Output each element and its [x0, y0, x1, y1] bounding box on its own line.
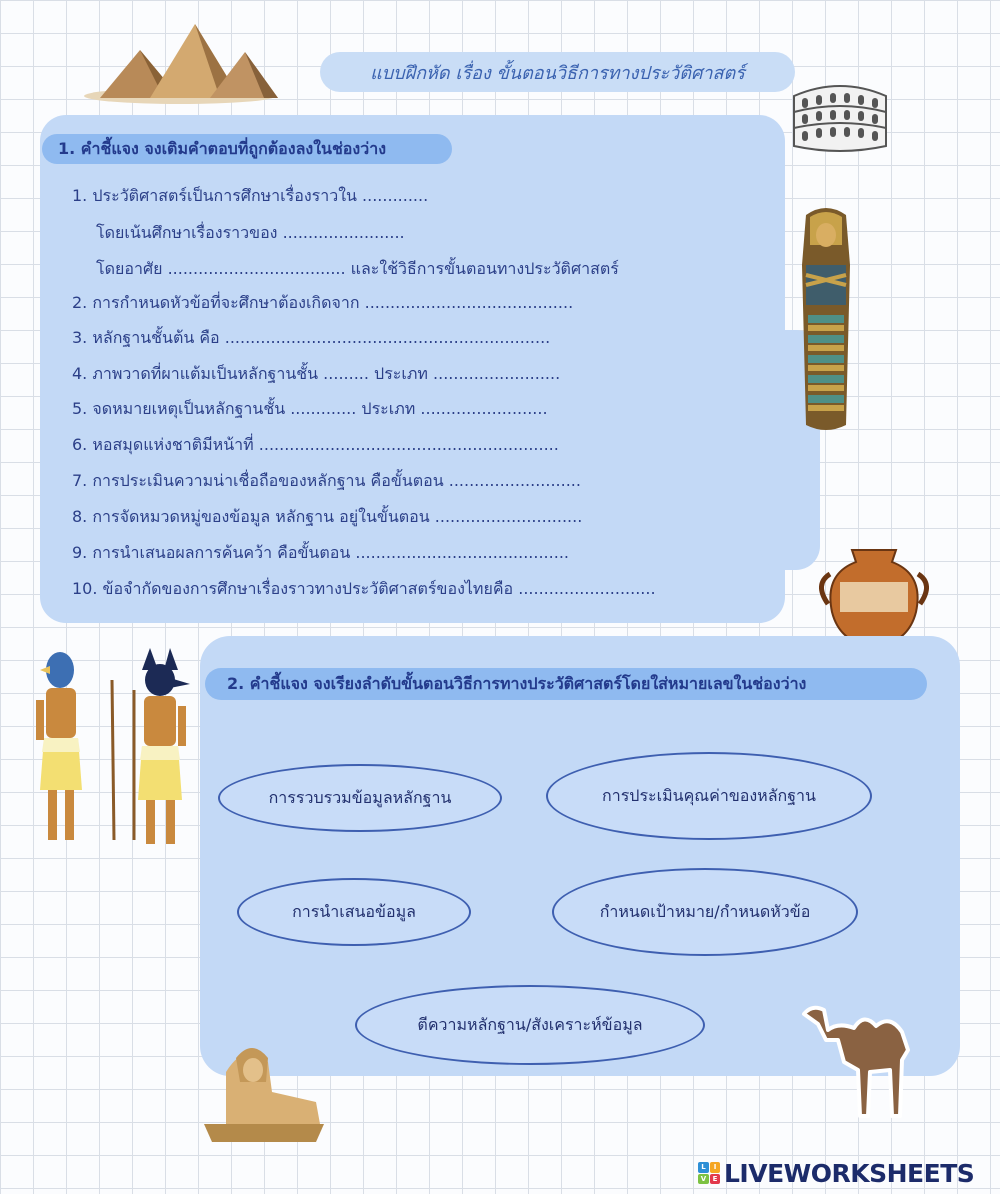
liveworksheets-brand: [698, 1157, 994, 1189]
sphinx-icon: [196, 1032, 332, 1144]
question-2: 2. การกำหนดหัวข้อที่จะศึกษาต้องเกิดจาก .........................................: [72, 293, 574, 312]
pharaoh-sarcophagus-icon: [796, 205, 856, 435]
question-1-line-3: โดยอาศัย ................................... และใช้วิธีการขั้นตอนทางประวัติศาสตร์: [96, 259, 619, 278]
camel-icon: [798, 1000, 944, 1120]
question-7: 7. การประเมินความน่าเชื่อถือของหลักฐาน คือขั้นตอน ..........................: [72, 471, 581, 490]
step-option-collect-evidence[interactable]: การรวบรวมข้อมูลหลักฐาน: [218, 764, 502, 832]
section1-heading: 1. คำชี้แจง จงเติมคำตอบที่ถูกต้องลงในช่องว่าง: [42, 134, 452, 164]
question-9: 9. การนำเสนอผลการค้นคว้า คือขั้นตอน ..........................................: [72, 543, 569, 562]
egyptian-gods-icon: [30, 640, 210, 850]
question-4: 4. ภาพวาดที่ผาแต้มเป็นหลักฐานชั้น ......... ประเภท .........................: [72, 364, 561, 383]
step-option-present-data[interactable]: การนำเสนอข้อมูล: [237, 878, 471, 946]
question-1-line-2: โดยเน้นศึกษาเรื่องราวของ ........................: [96, 223, 405, 242]
question-8: 8. การจัดหมวดหมู่ของข้อมูล หลักฐาน อยู่ในขั้นตอน .............................: [72, 507, 583, 526]
pyramids-icon: [80, 16, 280, 106]
step-option-define-topic[interactable]: กำหนดเป้าหมาย/กำหนดหัวข้อ: [552, 868, 858, 956]
question-5: 5. จดหมายเหตุเป็นหลักฐานชั้น ............. ประเภท .........................: [72, 399, 548, 418]
question-6: 6. หอสมุดแห่งชาติมีหน้าที่ ...........................................................: [72, 435, 559, 454]
section2-heading: 2. คำชี้แจง จงเรียงลำดับขั้นตอนวิธีการทางประวัติศาสตร์โดยใส่หมายเลขในช่องว่าง: [205, 668, 927, 700]
page-title: แบบฝึกหัด เรื่อง ขั้นตอนวิธีการทางประวัติศาสตร์: [320, 52, 795, 92]
liveworksheets-logo-icon: L I V E: [698, 1162, 720, 1184]
step-option-interpret-synthesize[interactable]: ตีความหลักฐาน/สังเคราะห์ข้อมูล: [355, 985, 705, 1065]
question-10: 10. ข้อจำกัดของการศึกษาเรื่องราวทางประวัติศาสตร์ของไทยคือ ...........................: [72, 579, 656, 598]
colosseum-icon: [790, 76, 890, 156]
question-3: 3. หลักฐานชั้นต้น คือ ................................................................: [72, 328, 551, 347]
step-option-evaluate-evidence[interactable]: การประเมินคุณค่าของหลักฐาน: [546, 752, 872, 840]
question-1: 1. ประวัติศาสตร์เป็นการศึกษาเรื่องราวใน .............: [72, 186, 429, 205]
brand-name: LIVEWORKSHEETS: [724, 1158, 975, 1188]
